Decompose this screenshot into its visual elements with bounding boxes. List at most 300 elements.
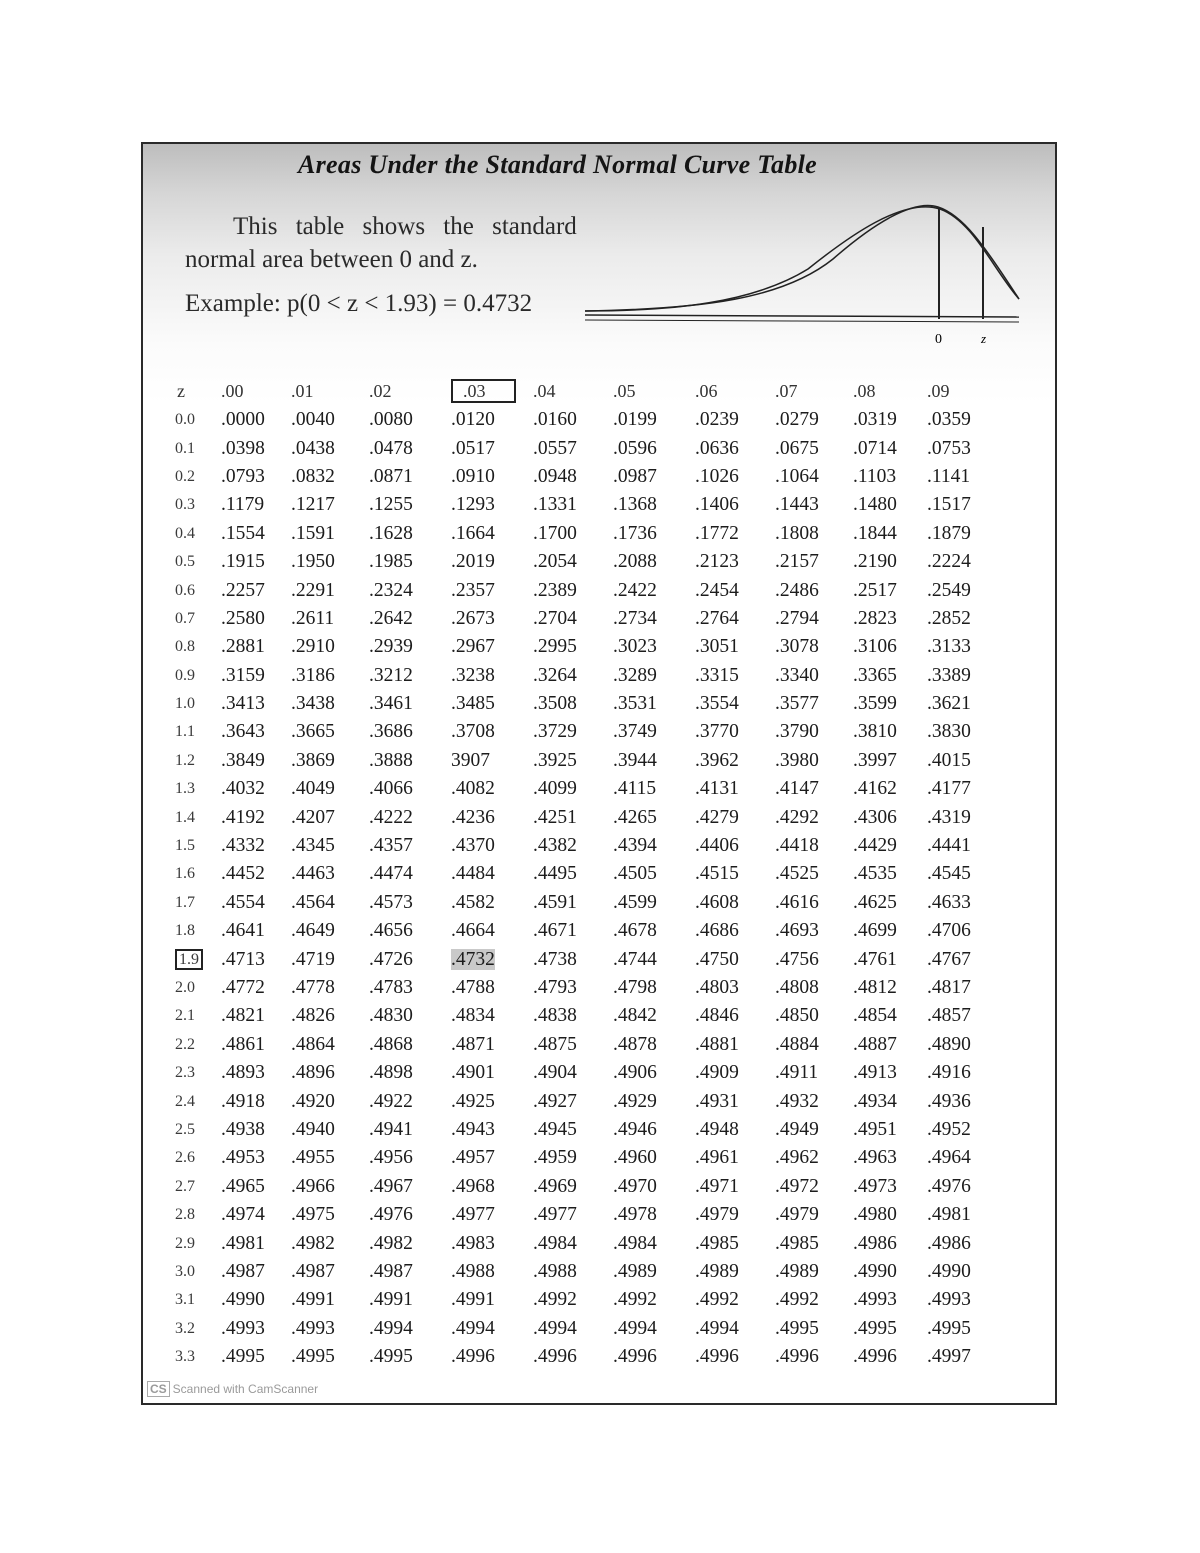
curve-baseline-shadow bbox=[585, 320, 1019, 322]
area-value-cell bbox=[695, 520, 775, 548]
area-value: .2580 bbox=[221, 607, 265, 629]
area-value-cell bbox=[451, 605, 533, 633]
area-value-cell bbox=[775, 548, 853, 576]
area-value: .4306 bbox=[853, 806, 897, 828]
area-value: .4162 bbox=[853, 778, 897, 800]
area-value-cell bbox=[853, 718, 927, 746]
area-value-cell bbox=[369, 548, 451, 576]
area-value-cell bbox=[533, 662, 613, 690]
area-value: .4994 bbox=[533, 1317, 577, 1339]
area-value: .4761 bbox=[853, 948, 897, 970]
area-value: .2704 bbox=[533, 607, 577, 629]
area-value: .0398 bbox=[221, 437, 265, 459]
area-value: .2224 bbox=[927, 551, 971, 573]
area-value-cell bbox=[221, 945, 291, 973]
area-value: .0753 bbox=[927, 437, 971, 459]
area-value: .4147 bbox=[775, 778, 819, 800]
area-value-cell bbox=[291, 860, 369, 888]
z-value-label: 0.0 bbox=[175, 411, 195, 429]
area-value: .4744 bbox=[613, 948, 657, 970]
area-value: .4965 bbox=[221, 1175, 265, 1197]
area-value: .2190 bbox=[853, 551, 897, 573]
area-value-cell bbox=[613, 690, 695, 718]
area-value: .0793 bbox=[221, 465, 265, 487]
z-value-label: 1.2 bbox=[175, 751, 195, 769]
area-value: .4948 bbox=[695, 1118, 739, 1140]
area-value: .2734 bbox=[613, 607, 657, 629]
area-value-cell bbox=[533, 1229, 613, 1257]
table-row bbox=[171, 974, 999, 1002]
area-value-cell bbox=[369, 803, 451, 831]
area-value: .4394 bbox=[613, 835, 657, 857]
area-value: .2486 bbox=[775, 579, 819, 601]
area-value: .4953 bbox=[221, 1147, 265, 1169]
area-value-cell bbox=[451, 747, 533, 775]
area-value: .4966 bbox=[291, 1175, 335, 1197]
area-value: .4678 bbox=[613, 920, 657, 942]
z-value-label: 2.2 bbox=[175, 1035, 195, 1053]
normal-distribution-table bbox=[171, 376, 999, 1371]
area-value: .1664 bbox=[451, 522, 495, 544]
area-value: .4279 bbox=[695, 806, 739, 828]
area-value: .3980 bbox=[775, 749, 819, 771]
scanner-watermark bbox=[147, 1381, 318, 1397]
area-value-cell bbox=[927, 889, 999, 917]
area-value: .4996 bbox=[695, 1346, 739, 1368]
area-value-cell bbox=[927, 406, 999, 434]
area-value: .4984 bbox=[533, 1232, 577, 1254]
area-value: .3159 bbox=[221, 664, 265, 686]
area-value: .4985 bbox=[775, 1232, 819, 1254]
area-value: .1406 bbox=[695, 494, 739, 516]
column-header bbox=[533, 376, 613, 406]
area-value-cell bbox=[853, 576, 927, 604]
area-value-cell bbox=[221, 803, 291, 831]
area-value: .4981 bbox=[221, 1232, 265, 1254]
z-value-cell bbox=[171, 718, 221, 746]
area-value: .4738 bbox=[533, 948, 577, 970]
area-value: .4484 bbox=[451, 863, 495, 885]
z-value-label: 0.1 bbox=[175, 439, 195, 457]
area-value: .4887 bbox=[853, 1033, 897, 1055]
area-value: .0239 bbox=[695, 409, 739, 431]
area-value-cell bbox=[221, 974, 291, 1002]
table-row bbox=[171, 1286, 999, 1314]
area-value-cell bbox=[533, 889, 613, 917]
area-value: .3749 bbox=[613, 721, 657, 743]
area-value: .3925 bbox=[533, 749, 577, 771]
area-value-cell bbox=[775, 718, 853, 746]
area-value: .4916 bbox=[927, 1062, 971, 1084]
area-value-cell bbox=[695, 1201, 775, 1229]
area-value-cell bbox=[291, 1087, 369, 1115]
area-value-cell bbox=[853, 1031, 927, 1059]
area-value-cell bbox=[221, 832, 291, 860]
area-value: .4909 bbox=[695, 1062, 739, 1084]
table-row bbox=[171, 832, 999, 860]
area-value-cell bbox=[451, 889, 533, 917]
area-value: .2967 bbox=[451, 636, 495, 658]
column-header-label: .04 bbox=[533, 380, 556, 401]
area-value-cell bbox=[695, 1031, 775, 1059]
area-value: .4981 bbox=[927, 1204, 971, 1226]
area-value: .0596 bbox=[613, 437, 657, 459]
area-value-cell bbox=[853, 690, 927, 718]
area-value-cell bbox=[291, 775, 369, 803]
area-value: .4983 bbox=[451, 1232, 495, 1254]
column-header bbox=[775, 376, 853, 406]
area-value-cell bbox=[451, 548, 533, 576]
area-value: .4967 bbox=[369, 1175, 413, 1197]
area-value: .4925 bbox=[451, 1090, 495, 1112]
area-value-cell bbox=[853, 662, 927, 690]
area-value-cell bbox=[221, 690, 291, 718]
area-value: .4441 bbox=[927, 835, 971, 857]
area-value-cell bbox=[221, 605, 291, 633]
area-value: .3264 bbox=[533, 664, 577, 686]
area-value-cell bbox=[613, 576, 695, 604]
area-value: .4994 bbox=[613, 1317, 657, 1339]
area-value-cell bbox=[533, 1144, 613, 1172]
area-value-cell bbox=[291, 548, 369, 576]
area-value: .2291 bbox=[291, 579, 335, 601]
area-value: .4726 bbox=[369, 948, 413, 970]
z-value-cell bbox=[171, 889, 221, 917]
z-value-label: 2.0 bbox=[175, 979, 195, 996]
area-value: .4750 bbox=[695, 948, 739, 970]
area-value-cell bbox=[927, 690, 999, 718]
area-value-cell bbox=[369, 1173, 451, 1201]
z-value-cell bbox=[171, 576, 221, 604]
area-value-cell bbox=[853, 803, 927, 831]
area-value-cell bbox=[853, 548, 927, 576]
area-value-cell bbox=[853, 1144, 927, 1172]
area-value: .4535 bbox=[853, 863, 897, 885]
table-row bbox=[171, 548, 999, 576]
area-value: .0832 bbox=[291, 465, 335, 487]
area-value: .4938 bbox=[221, 1118, 265, 1140]
area-value-cell bbox=[613, 945, 695, 973]
area-value: .4756 bbox=[775, 948, 819, 970]
area-value: .4920 bbox=[291, 1090, 335, 1112]
area-value: .3849 bbox=[221, 749, 265, 771]
area-value: .4968 bbox=[451, 1175, 495, 1197]
area-value: .1517 bbox=[927, 494, 971, 516]
z-value-label: 1.3 bbox=[175, 780, 195, 798]
area-value-cell bbox=[369, 747, 451, 775]
area-value: .3485 bbox=[451, 693, 495, 715]
area-value-cell bbox=[853, 945, 927, 973]
area-value-cell bbox=[221, 1315, 291, 1343]
area-value-cell bbox=[533, 945, 613, 973]
area-value: .4932 bbox=[775, 1090, 819, 1112]
area-value: .2611 bbox=[291, 607, 335, 629]
table-row bbox=[171, 605, 999, 633]
area-value: .4452 bbox=[221, 863, 265, 885]
area-value-cell bbox=[853, 491, 927, 519]
area-value: .4934 bbox=[853, 1090, 897, 1112]
table-row bbox=[171, 1258, 999, 1286]
area-value-cell bbox=[451, 974, 533, 1002]
area-value-cell bbox=[533, 718, 613, 746]
area-value-cell bbox=[221, 406, 291, 434]
area-value-cell bbox=[369, 633, 451, 661]
area-value-cell bbox=[927, 1002, 999, 1030]
area-value: .1026 bbox=[695, 465, 739, 487]
z-value-label: 2.6 bbox=[175, 1149, 195, 1167]
area-value: .4973 bbox=[853, 1175, 897, 1197]
z-value-label: 0.6 bbox=[175, 581, 195, 599]
area-value: .3106 bbox=[853, 636, 897, 658]
area-value-cell bbox=[695, 1116, 775, 1144]
area-value-cell bbox=[853, 889, 927, 917]
z-value-cell bbox=[171, 406, 221, 434]
area-value-cell bbox=[613, 1315, 695, 1343]
table-row bbox=[171, 1031, 999, 1059]
area-value: .4898 bbox=[369, 1062, 413, 1084]
area-value-cell bbox=[291, 974, 369, 1002]
area-value: .4940 bbox=[291, 1118, 335, 1140]
area-value-cell bbox=[451, 832, 533, 860]
area-value-cell bbox=[533, 974, 613, 1002]
area-value-cell bbox=[695, 775, 775, 803]
area-value: .0948 bbox=[533, 465, 577, 487]
area-value: .4984 bbox=[613, 1232, 657, 1254]
area-value: .1808 bbox=[775, 522, 819, 544]
area-value-cell bbox=[695, 1286, 775, 1314]
area-value: .3599 bbox=[853, 693, 897, 715]
area-value-cell bbox=[291, 1173, 369, 1201]
area-value: .2054 bbox=[533, 551, 577, 573]
area-value-cell bbox=[927, 1315, 999, 1343]
description-line-2: normal area between 0 and z. bbox=[185, 246, 478, 273]
area-value-cell bbox=[533, 747, 613, 775]
area-value-cell bbox=[291, 690, 369, 718]
table-row bbox=[171, 775, 999, 803]
area-value-cell bbox=[775, 1031, 853, 1059]
z-value-cell bbox=[171, 1229, 221, 1257]
area-value-cell bbox=[853, 1343, 927, 1371]
area-value-cell bbox=[221, 1059, 291, 1087]
area-value: .0279 bbox=[775, 409, 819, 431]
z-value-label: 0.5 bbox=[175, 553, 195, 571]
area-value: .4949 bbox=[775, 1118, 819, 1140]
area-value-cell bbox=[369, 605, 451, 633]
area-value: .2257 bbox=[221, 579, 265, 601]
area-value: .4406 bbox=[695, 835, 739, 857]
area-value-cell bbox=[291, 605, 369, 633]
area-value: .3315 bbox=[695, 664, 739, 686]
area-value-cell bbox=[613, 491, 695, 519]
area-value: .4015 bbox=[927, 749, 971, 771]
area-value-cell bbox=[613, 463, 695, 491]
area-value-cell bbox=[853, 1201, 927, 1229]
area-value: .4976 bbox=[369, 1204, 413, 1226]
area-value-cell bbox=[533, 491, 613, 519]
area-value-cell bbox=[451, 576, 533, 604]
area-value-cell bbox=[695, 690, 775, 718]
z-value-cell bbox=[171, 463, 221, 491]
area-value-cell bbox=[369, 491, 451, 519]
area-value-cell bbox=[613, 633, 695, 661]
area-value-cell bbox=[775, 775, 853, 803]
column-header-label: .01 bbox=[291, 380, 314, 401]
table-row bbox=[171, 889, 999, 917]
area-value-cell bbox=[369, 832, 451, 860]
area-value: .4896 bbox=[291, 1062, 335, 1084]
area-value-cell bbox=[369, 1031, 451, 1059]
area-value-cell bbox=[927, 1173, 999, 1201]
area-value: .1879 bbox=[927, 522, 971, 544]
area-value: .1217 bbox=[291, 494, 335, 516]
area-value: .4803 bbox=[695, 977, 739, 998]
curve-baseline bbox=[585, 315, 1019, 317]
area-value-cell bbox=[533, 548, 613, 576]
area-value-cell bbox=[451, 633, 533, 661]
column-header-label: .03 bbox=[451, 379, 516, 403]
z-value-cell bbox=[171, 1002, 221, 1030]
curve-label-zero: 0 bbox=[935, 332, 942, 347]
area-value: .2910 bbox=[291, 636, 335, 658]
area-value-cell bbox=[927, 1116, 999, 1144]
area-value: .4906 bbox=[613, 1062, 657, 1084]
area-value-cell bbox=[533, 1286, 613, 1314]
area-value-cell bbox=[695, 406, 775, 434]
area-value: .3643 bbox=[221, 721, 265, 743]
area-value-cell bbox=[533, 1002, 613, 1030]
area-value: .4515 bbox=[695, 863, 739, 885]
area-value: .4993 bbox=[291, 1317, 335, 1339]
area-value: .1772 bbox=[695, 522, 739, 544]
table-header-row bbox=[171, 376, 999, 406]
area-value: .0517 bbox=[451, 437, 495, 459]
area-value-cell bbox=[695, 662, 775, 690]
z-value-label: 0.8 bbox=[175, 638, 195, 656]
area-value-cell bbox=[927, 747, 999, 775]
z-value-cell bbox=[171, 1173, 221, 1201]
area-value: .4951 bbox=[853, 1118, 897, 1140]
area-value-cell bbox=[613, 662, 695, 690]
area-value-cell bbox=[451, 917, 533, 945]
area-value: .0000 bbox=[221, 409, 265, 431]
area-value: .4961 bbox=[695, 1147, 739, 1169]
area-value-cell bbox=[291, 662, 369, 690]
area-value-cell bbox=[613, 889, 695, 917]
area-value: .4332 bbox=[221, 835, 265, 857]
area-value: .4625 bbox=[853, 891, 897, 913]
area-value: .0080 bbox=[369, 409, 413, 431]
area-value-cell bbox=[853, 463, 927, 491]
area-value-cell bbox=[451, 690, 533, 718]
area-value-cell bbox=[927, 548, 999, 576]
z-value-label: 2.7 bbox=[175, 1177, 195, 1195]
area-value-cell bbox=[695, 803, 775, 831]
area-value-cell bbox=[221, 1201, 291, 1229]
area-value-cell bbox=[927, 605, 999, 633]
area-value: .4693 bbox=[775, 920, 819, 942]
z-value-label: 1.7 bbox=[175, 893, 195, 911]
area-value-cell bbox=[853, 434, 927, 462]
area-value-cell bbox=[853, 1229, 927, 1257]
area-value: .4988 bbox=[451, 1260, 495, 1282]
area-value-cell bbox=[775, 463, 853, 491]
area-value: .4985 bbox=[695, 1232, 739, 1254]
area-value-cell bbox=[291, 832, 369, 860]
area-value: .3790 bbox=[775, 721, 819, 743]
area-value-cell bbox=[221, 463, 291, 491]
area-value-cell bbox=[221, 491, 291, 519]
area-value: .3238 bbox=[451, 664, 495, 686]
area-value: .4207 bbox=[291, 806, 335, 828]
area-value: .4664 bbox=[451, 920, 495, 942]
z-value-cell bbox=[171, 491, 221, 519]
area-value-cell bbox=[695, 548, 775, 576]
area-value-cell bbox=[451, 1144, 533, 1172]
area-value-cell bbox=[291, 1002, 369, 1030]
area-value: .2642 bbox=[369, 607, 413, 629]
area-value: .4706 bbox=[927, 920, 971, 942]
area-value-cell bbox=[369, 1286, 451, 1314]
table-row bbox=[171, 1343, 999, 1371]
area-value-cell bbox=[927, 1201, 999, 1229]
area-value-cell bbox=[451, 1258, 533, 1286]
area-value: .4798 bbox=[613, 977, 657, 998]
area-value: .4591 bbox=[533, 891, 577, 913]
area-value: .3389 bbox=[927, 664, 971, 686]
area-value: .4699 bbox=[853, 920, 897, 942]
area-value-cell bbox=[369, 889, 451, 917]
area-value: .2764 bbox=[695, 607, 739, 629]
area-value: .4995 bbox=[775, 1317, 819, 1339]
z-value-label: 0.4 bbox=[175, 524, 195, 542]
area-value-cell bbox=[221, 434, 291, 462]
z-column-header: z bbox=[177, 380, 185, 401]
z-value-label: 1.5 bbox=[175, 837, 195, 855]
area-value: .4974 bbox=[221, 1204, 265, 1226]
area-value-cell bbox=[291, 1059, 369, 1087]
z-value-label: 1.0 bbox=[175, 695, 195, 713]
area-value: .2939 bbox=[369, 636, 413, 658]
area-value-cell bbox=[927, 633, 999, 661]
area-value: .1628 bbox=[369, 522, 413, 544]
area-value-cell bbox=[221, 633, 291, 661]
area-value-cell bbox=[613, 1286, 695, 1314]
area-value: .4817 bbox=[927, 977, 971, 998]
area-value: .1591 bbox=[291, 522, 335, 544]
area-value: .4989 bbox=[775, 1260, 819, 1282]
z-value-cell bbox=[171, 945, 221, 973]
z-value-cell bbox=[171, 605, 221, 633]
area-value: .4099 bbox=[533, 778, 577, 800]
table-row bbox=[171, 1087, 999, 1115]
table-row bbox=[171, 860, 999, 888]
area-value-cell bbox=[533, 690, 613, 718]
table-row bbox=[171, 463, 999, 491]
z-value-cell bbox=[171, 1144, 221, 1172]
table-row bbox=[171, 1229, 999, 1257]
area-value-cell bbox=[369, 406, 451, 434]
area-value: .2995 bbox=[533, 636, 577, 658]
area-value: .3869 bbox=[291, 749, 335, 771]
area-value-cell bbox=[613, 1258, 695, 1286]
z-value-cell bbox=[171, 1031, 221, 1059]
column-header bbox=[451, 376, 533, 406]
area-value: .4991 bbox=[291, 1289, 335, 1311]
z-value-cell bbox=[171, 690, 221, 718]
area-value-cell bbox=[775, 434, 853, 462]
area-value: .4911 bbox=[775, 1062, 819, 1084]
area-value: .4429 bbox=[853, 835, 897, 857]
